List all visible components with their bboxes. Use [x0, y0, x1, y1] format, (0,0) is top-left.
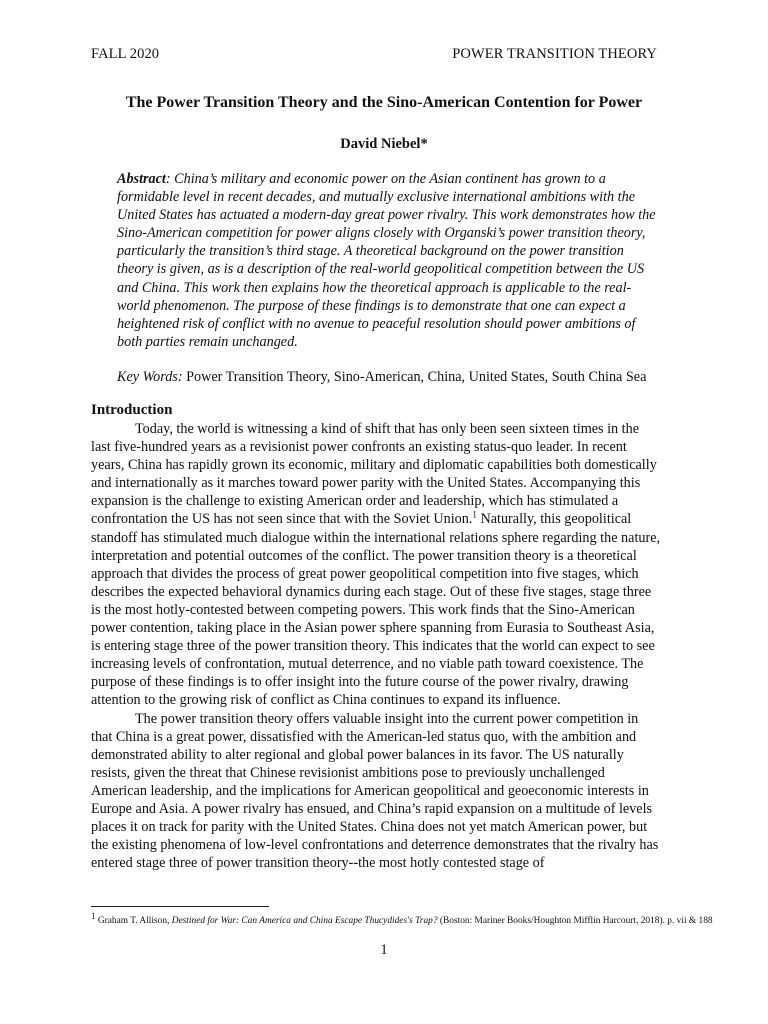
abstract-label: Abstract [117, 171, 166, 187]
paragraph-1-continued: Naturally, this geopolitical standoff has stimulated much dialogue within the international relations sphere regarding the nature, interpretation and potential outcomes of the conflict. The power transition theory is a theoretical approach that divides the process of great power geopolitical competition into five stages, which describes the expected behavioral dynamics during each stage. Out of these five stages, stage three is the most hotly-contested between competing powers. This work finds that the Sino-American power contention, taking place in the Asian power sphere spanning from Eurasia to Southeast Asia, is entering stage three of the power transition theory. This indicates that the world can expect to see increasing levels of confrontation, mutual deterrence, and no viable path toward coexistence. The purpose of these findings is to offer insight into the future course of the power rivalry, drawing attention to the growing risk of conflict as China continues to expand its influence. [91, 511, 661, 709]
paragraph: The power transition theory offers valuable insight into the current power competition in that China is a great power, dissatisfied with the American-led status quo, with the ambition and demonstrated ability to alter regional and global power balances in its favor. The US naturally resists, given the threat that Chinese revisionist ambitions pose to previously unchallenged American leadership, and the implications for American geopolitical and geoeconomic interests in Europe and Asia. A power rivalry has ensued, and China’s rapid expansion on a multitude of levels places it on track for parity with the United States. China does not yet match American power, but the existing phenomena of low-level confrontations and deterrence demonstrates that the rivalry has entered stage three of power transition theory--the most hotly contested stage of [91, 710, 659, 872]
footnote-author: Graham T. Allison, [95, 916, 172, 926]
paper-title: The Power Transition Theory and the Sino-American Contention for Power [125, 94, 643, 111]
footnote-divider [91, 906, 269, 907]
author-name: David Niebel* [340, 136, 428, 152]
abstract [117, 170, 657, 351]
page-number: 1 [380, 942, 388, 958]
running-header [91, 46, 657, 63]
footnote-reference[interactable]: 1 [472, 509, 477, 520]
footnote-number: 1 [91, 910, 96, 921]
header-left: FALL 2020 [91, 46, 160, 62]
footnote-details: (Boston: Mariner Books/Houghton Mifflin Harcourt, 2018). p. vii & 188 [437, 916, 713, 926]
footnote [91, 910, 713, 927]
keywords [117, 368, 668, 386]
keywords-text: Power Transition Theory, Sino-American, China, United States, South China Sea [182, 369, 647, 385]
keywords-label: Key Words: [117, 369, 183, 385]
introduction-body [91, 420, 662, 872]
paragraph [91, 420, 662, 710]
abstract-text: : China’s military and economic power on the Asian continent has grown to a formidable level in recent decades, and mutually exclusive international ambitions with the United States has actuated a modern-day great power rivalry. This work demonstrates how the Sino-American competition for power aligns closely with Organski’s power transition theory, particularly the transition’s third stage. A theoretical background on the power transition theory is given, as is a description of the real-world geopolitical competition between the US and China. This work then explains how the theoretical approach is applicable to the real-world phenomenon. The purpose of these findings is to demonstrate that one can expect a heightened risk of conflict with no avenue to peaceful resolution should power ambitions of both parties remain unchanged. [117, 171, 656, 350]
paragraph-1-text: Today, the world is witnessing a kind of shift that has only been seen sixteen times in the last five-hundred years as a revisionist power confronts an existing status-quo leader. In recent years, China has rapidly grown its economic, military and diplomatic capabilities both domestically and internationally as it marches toward power parity with the United States. Accompanying this expansion is the challenge to existing American order and leadership, which has stimulated a confrontation the US has not seen since that with the Soviet Union. [91, 421, 657, 528]
header-right: POWER TRANSITION THEORY [452, 46, 657, 62]
footnote-book-title: Destined for War: Can America and China Escape Thucydides's Trap? [171, 916, 438, 926]
section-heading-introduction: Introduction [91, 402, 173, 418]
